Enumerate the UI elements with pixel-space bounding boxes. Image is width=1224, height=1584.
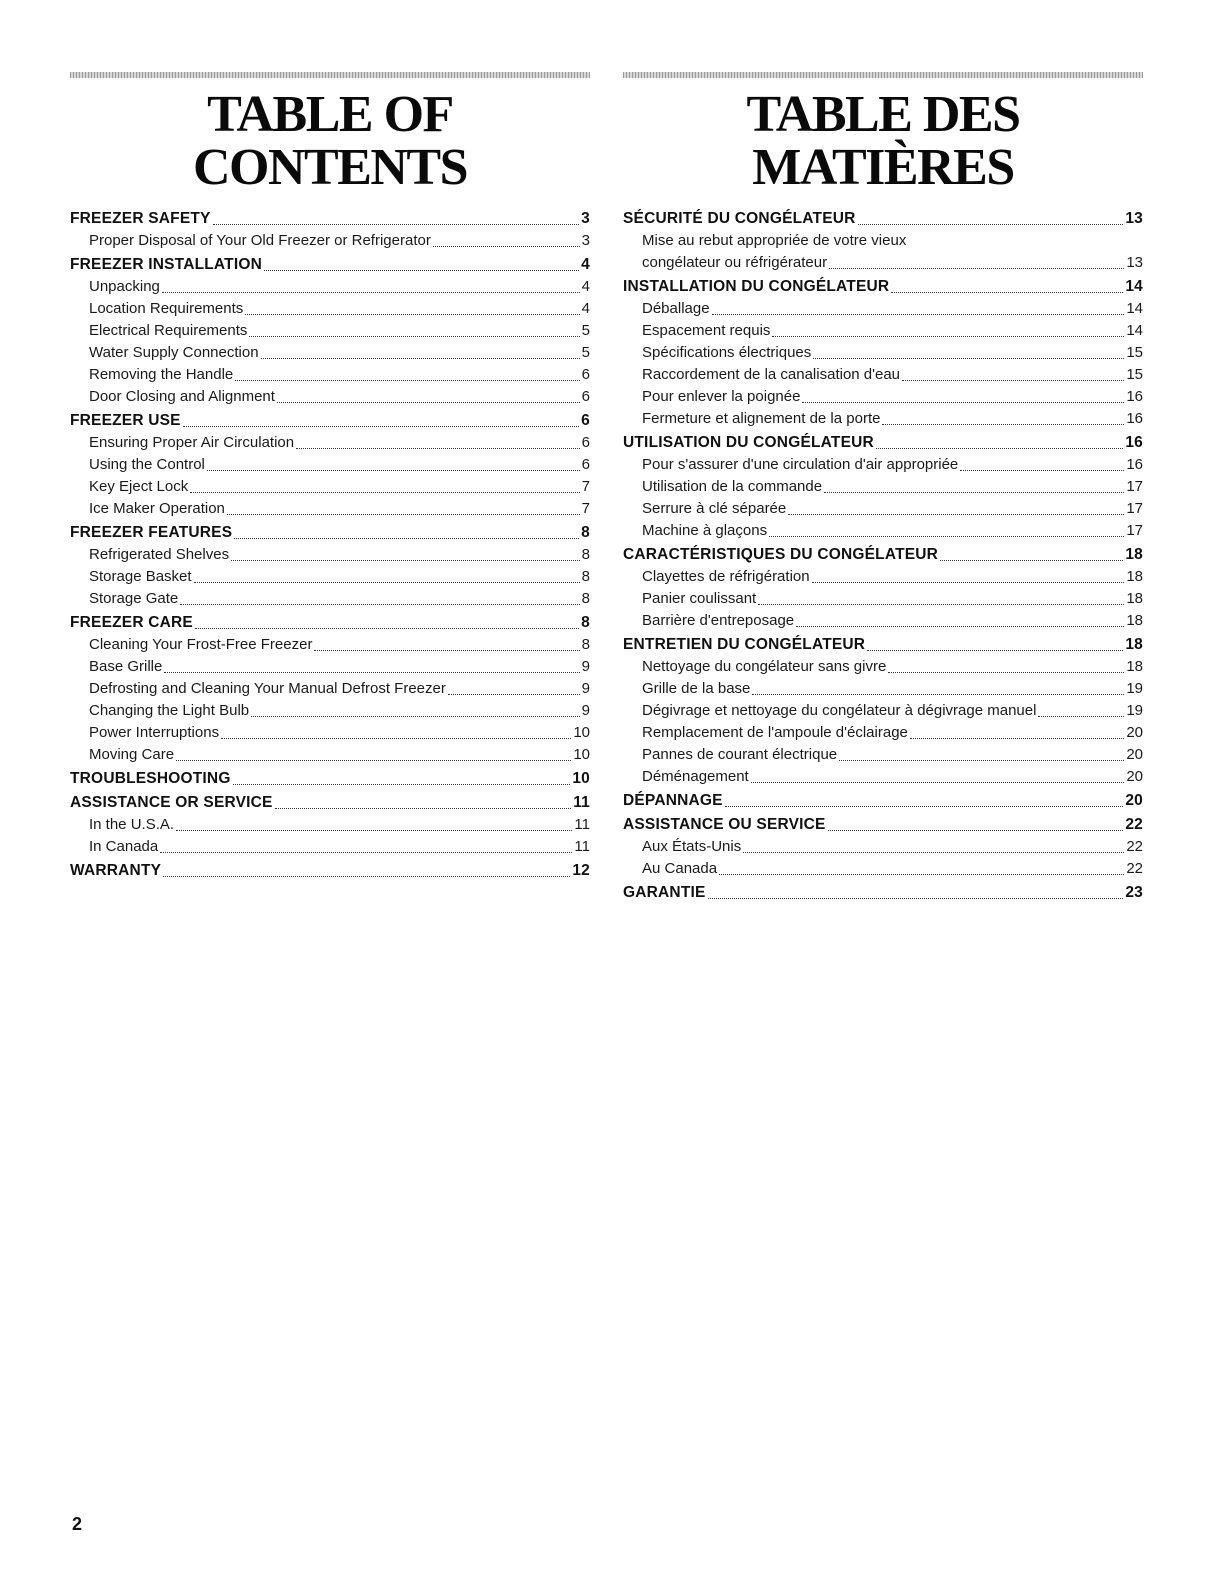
toc-entry-label: Machine à glaçons (642, 522, 768, 540)
toc-entry-label: congélateur ou réfrigérateur (642, 254, 828, 272)
toc-entry-label: Using the Control (89, 456, 205, 474)
dot-leader (277, 402, 580, 403)
dot-leader (194, 582, 580, 583)
toc-subsection-entry (70, 566, 590, 588)
toc-page-number: 20 (1126, 724, 1143, 742)
toc-page-number: 10 (573, 724, 590, 742)
dot-leader (1038, 716, 1124, 717)
dot-leader (828, 830, 1124, 831)
dot-leader (902, 380, 1124, 381)
toc-page-number: 4 (581, 278, 590, 296)
dot-leader (882, 424, 1124, 425)
toc-entry-label: In Canada (89, 838, 159, 856)
toc-entry-label: UTILISATION DU CONGÉLATEUR (623, 434, 874, 452)
toc-subsection-entry (70, 476, 590, 498)
dot-leader (802, 402, 1124, 403)
dot-leader (213, 224, 580, 225)
toc-entry-label: TROUBLESHOOTING (70, 770, 231, 788)
toc-page-number: 8 (581, 590, 590, 608)
page-title-english: TABLE OF CONTENTS (192, 86, 468, 197)
toc-entry-label: ENTRETIEN DU CONGÉLATEUR (623, 636, 866, 654)
toc-entry-label: Removing the Handle (89, 366, 234, 384)
toc-section-entry (623, 544, 1143, 566)
toc-subsection-entry (70, 836, 590, 858)
toc-subsection-entry (623, 252, 1143, 274)
dot-leader (824, 492, 1124, 493)
toc-page-number: 6 (581, 388, 590, 406)
toc-entry-label: Defrosting and Cleaning Your Manual Defrost Freezer (89, 680, 446, 698)
toc-subsection-entry (623, 744, 1143, 766)
dot-leader (752, 694, 1124, 695)
toc-entry-label: WARRANTY (70, 862, 162, 880)
dot-leader (275, 808, 572, 809)
toc-page-number: 13 (1125, 210, 1143, 228)
dot-leader (858, 224, 1124, 225)
toc-entry-label: Clayettes de réfrigération (642, 568, 810, 586)
toc-page-number: 6 (581, 366, 590, 384)
toc-page-number: 11 (574, 838, 590, 856)
toc-entry-label: Déballage (642, 300, 710, 318)
toc-section-entry (623, 814, 1143, 836)
toc-page-number: 8 (581, 524, 590, 542)
toc-page-number: 20 (1126, 746, 1143, 764)
dot-leader (221, 738, 571, 739)
toc-page-number: 4 (581, 300, 590, 318)
dot-leader (719, 874, 1124, 875)
toc-subsection-entry (70, 656, 590, 678)
toc-subsection-entry (623, 566, 1143, 588)
toc-section-entry (70, 768, 590, 790)
toc-entry-label: Ice Maker Operation (89, 500, 225, 518)
toc-page-number: 8 (581, 614, 590, 632)
toc-section-entry (70, 522, 590, 544)
dot-leader (264, 270, 579, 271)
toc-entry-label: Ensuring Proper Air Circulation (89, 434, 295, 452)
toc-section-entry (70, 410, 590, 432)
toc-page-number: 17 (1126, 500, 1143, 518)
toc-subsection-entry (70, 498, 590, 520)
toc-page-number: 18 (1125, 546, 1143, 564)
toc-page-number: 5 (581, 322, 590, 340)
toc-entry-label: Door Closing and Alignment (89, 388, 275, 406)
dot-leader (227, 514, 580, 515)
toc-page-number: 14 (1126, 300, 1143, 318)
dot-leader (183, 426, 579, 427)
toc-subsection-entry (623, 858, 1143, 880)
dot-leader (743, 852, 1124, 853)
toc-subsection-entry (70, 230, 590, 252)
toc-page-number: 9 (581, 658, 590, 676)
page-number: 2 (72, 1514, 83, 1534)
dot-leader (195, 628, 579, 629)
dot-leader (751, 782, 1125, 783)
toc-page-number: 11 (574, 816, 590, 834)
toc-section-entry (623, 432, 1143, 454)
toc-page-number: 22 (1126, 838, 1143, 856)
dot-leader (796, 626, 1124, 627)
toc-subsection-entry (623, 678, 1143, 700)
toc-entry-label: In the U.S.A. (89, 816, 175, 834)
toc-page-number: 19 (1126, 680, 1143, 698)
toc-page-number: 22 (1125, 816, 1143, 834)
toc-entry-label: Power Interruptions (89, 724, 220, 742)
toc-entry-label: Storage Basket (89, 568, 192, 586)
toc-page-number: 3 (581, 210, 590, 228)
toc-entry-label: FREEZER CARE (70, 614, 193, 632)
toc-subsection-entry (70, 386, 590, 408)
toc-subsection-entry (623, 836, 1143, 858)
toc-page-number: 7 (581, 478, 590, 496)
dot-leader (176, 760, 571, 761)
toc-page-number: 6 (581, 456, 590, 474)
toc-subsection-entry (70, 700, 590, 722)
toc-subsection-entry (623, 364, 1143, 386)
toc-entry-label: Changing the Light Bulb (89, 702, 250, 720)
toc-page-number: 20 (1126, 768, 1143, 786)
toc-page-number: 7 (581, 500, 590, 518)
toc-entry-label: Déménagement (642, 768, 749, 786)
dot-leader (788, 514, 1124, 515)
dot-leader (235, 380, 579, 381)
toc-entry-label: SÉCURITÉ DU CONGÉLATEUR (623, 210, 856, 228)
toc-entry-label: GARANTIE (623, 884, 706, 902)
dot-leader (176, 830, 572, 831)
toc-entry-label: Fermeture et alignement de la porte (642, 410, 881, 428)
toc-page-number: 18 (1126, 612, 1143, 630)
toc-page-number: 20 (1125, 792, 1143, 810)
toc-entry-label: Cleaning Your Frost-Free Freezer (89, 636, 313, 654)
toc-section-entry (623, 208, 1143, 230)
toc-entry-label: INSTALLATION DU CONGÉLATEUR (623, 278, 890, 296)
dot-leader (960, 470, 1124, 471)
dot-leader (812, 582, 1125, 583)
toc-subsection-entry (623, 766, 1143, 788)
toc-entry-label: ASSISTANCE OU SERVICE (623, 816, 826, 834)
dot-leader (261, 358, 580, 359)
dot-leader (891, 292, 1123, 293)
toc-section-entry (70, 208, 590, 230)
dot-leader (433, 246, 580, 247)
toc-page-number: 16 (1126, 410, 1143, 428)
toc-subsection-entry (70, 544, 590, 566)
toc-page-number: 16 (1125, 434, 1143, 452)
toc-page-number: 4 (581, 256, 590, 274)
toc-entry-label: Pannes de courant électrique (642, 746, 838, 764)
toc-page-number: 3 (581, 232, 590, 250)
toc-page-number: 17 (1126, 478, 1143, 496)
toc-entry-label: Refrigerated Shelves (89, 546, 230, 564)
toc-entry-label: Raccordement de la canalisation d'eau (642, 366, 901, 384)
dot-leader (769, 536, 1124, 537)
toc-section-entry (70, 860, 590, 882)
toc-page-number: 10 (572, 770, 590, 788)
toc-subsection-entry (70, 342, 590, 364)
toc-entry-label: Key Eject Lock (89, 478, 189, 496)
toc-section-entry (623, 634, 1143, 656)
toc-subsection-entry (70, 678, 590, 700)
toc-subsection-entry (70, 722, 590, 744)
dot-leader (296, 448, 580, 449)
dot-leader (829, 268, 1124, 269)
dot-leader (164, 672, 579, 673)
dot-leader (190, 492, 579, 493)
toc-list-french (623, 208, 1143, 904)
toc-entry-label: Pour enlever la poignée (642, 388, 801, 406)
toc-page-number: 6 (581, 434, 590, 452)
toc-subsection-entry (70, 276, 590, 298)
toc-page-number: 14 (1125, 278, 1143, 296)
toc-page-number: 10 (573, 746, 590, 764)
toc-subsection-entry (70, 814, 590, 836)
dot-leader (233, 784, 571, 785)
toc-page-number: 16 (1126, 388, 1143, 406)
toc-page-number: 16 (1126, 456, 1143, 474)
toc-subsection-entry (623, 656, 1143, 678)
toc-page-number: 8 (581, 636, 590, 654)
dot-leader (940, 560, 1123, 561)
dot-leader (876, 448, 1123, 449)
toc-subsection-entry (70, 298, 590, 320)
toc-subsection-entry (623, 298, 1143, 320)
toc-page-number: 18 (1126, 590, 1143, 608)
toc-section-entry (70, 612, 590, 634)
toc-page-number: 13 (1126, 254, 1143, 272)
toc-entry-label: Spécifications électriques (642, 344, 812, 362)
toc-subsection-entry (70, 454, 590, 476)
dot-leader (839, 760, 1124, 761)
toc-entry-label: Location Requirements (89, 300, 244, 318)
toc-entry-label: Grille de la base (642, 680, 751, 698)
toc-page-number: 15 (1126, 344, 1143, 362)
header-rule (623, 72, 1143, 78)
toc-entry-label: FREEZER INSTALLATION (70, 256, 262, 274)
toc-subsection-entry (623, 722, 1143, 744)
toc-page-number: 12 (572, 862, 590, 880)
toc-subsection-entry (623, 342, 1143, 364)
toc-subsection-entry (623, 320, 1143, 342)
page-title-french: TABLE DES MATIÈRES (746, 86, 1020, 197)
toc-entry-label: Base Grille (89, 658, 163, 676)
dot-leader (758, 604, 1124, 605)
toc-subsection-entry (70, 320, 590, 342)
toc-entry-label: CARACTÉRISTIQUES DU CONGÉLATEUR (623, 546, 939, 564)
toc-entry-label: Pour s'assurer d'une circulation d'air appropriée (642, 456, 959, 474)
dot-leader (163, 876, 570, 877)
toc-entry-label: Espacement requis (642, 322, 771, 340)
dot-leader (180, 604, 579, 605)
toc-section-entry (623, 882, 1143, 904)
toc-section-entry (623, 276, 1143, 298)
toc-page-number: 18 (1126, 658, 1143, 676)
toc-subsection-entry (623, 588, 1143, 610)
dot-leader (314, 650, 579, 651)
toc-page-number: 8 (581, 568, 590, 586)
toc-list-english (70, 208, 590, 882)
dot-leader (910, 738, 1124, 739)
toc-page-number: 15 (1126, 366, 1143, 384)
toc-entry-label: Nettoyage du congélateur sans givre (642, 658, 887, 676)
toc-subsection-entry (70, 432, 590, 454)
toc-entry-label: FREEZER FEATURES (70, 524, 233, 542)
toc-entry-label: Proper Disposal of Your Old Freezer or Refrigerator (89, 232, 431, 250)
dot-leader (888, 672, 1124, 673)
toc-entry-label: Remplacement de l'ampoule d'éclairage (642, 724, 908, 742)
toc-entry-label: Mise au rebut appropriée de votre vieux (642, 232, 907, 250)
toc-entry-label: ASSISTANCE OR SERVICE (70, 794, 273, 812)
dot-leader (448, 694, 580, 695)
toc-english (70, 72, 590, 882)
toc-subsection-entry (623, 230, 1143, 252)
toc-page-number: 19 (1126, 702, 1143, 720)
toc-entry-label: Barrière d'entreposage (642, 612, 795, 630)
toc-entry-label: FREEZER SAFETY (70, 210, 211, 228)
toc-page-number: 5 (581, 344, 590, 362)
toc-entry-label: Water Supply Connection (89, 344, 259, 362)
toc-section-entry (70, 792, 590, 814)
dot-leader (245, 314, 579, 315)
toc-subsection-entry (623, 700, 1143, 722)
toc-section-entry (623, 790, 1143, 812)
toc-page-number: 11 (573, 794, 590, 812)
toc-subsection-entry (623, 520, 1143, 542)
toc-subsection-entry (623, 498, 1143, 520)
toc-page-number: 14 (1126, 322, 1143, 340)
toc-subsection-entry (70, 588, 590, 610)
toc-page-number: 9 (581, 702, 590, 720)
dot-leader (725, 806, 1124, 807)
toc-entry-label: Unpacking (89, 278, 160, 296)
toc-entry-label: Panier coulissant (642, 590, 757, 608)
toc-page-number: 22 (1126, 860, 1143, 878)
toc-page-number: 17 (1126, 522, 1143, 540)
toc-subsection-entry (70, 364, 590, 386)
toc-subsection-entry (623, 610, 1143, 632)
toc-subsection-entry (623, 386, 1143, 408)
dot-leader (207, 470, 580, 471)
toc-entry-label: DÉPANNAGE (623, 792, 723, 810)
toc-subsection-entry (623, 408, 1143, 430)
header-rule (70, 72, 590, 78)
dot-leader (712, 314, 1125, 315)
toc-page-number: 18 (1125, 636, 1143, 654)
toc-page-number: 18 (1126, 568, 1143, 586)
dot-leader (234, 538, 579, 539)
toc-french (623, 72, 1143, 904)
dot-leader (249, 336, 579, 337)
dot-leader (231, 560, 580, 561)
toc-subsection-entry (623, 454, 1143, 476)
toc-entry-label: Serrure à clé séparée (642, 500, 787, 518)
toc-entry-label: Moving Care (89, 746, 175, 764)
dot-leader (772, 336, 1124, 337)
dot-leader (162, 292, 580, 293)
toc-entry-label: Dégivrage et nettoyage du congélateur à dégivrage manuel (642, 702, 1037, 720)
toc-page-number: 9 (581, 680, 590, 698)
toc-entry-label: Storage Gate (89, 590, 179, 608)
toc-entry-label: Utilisation de la commande (642, 478, 823, 496)
toc-subsection-entry (70, 744, 590, 766)
dot-leader (867, 650, 1123, 651)
toc-page-number: 8 (581, 546, 590, 564)
toc-entry-label: Au Canada (642, 860, 718, 878)
dot-leader (251, 716, 580, 717)
toc-entry-label: Electrical Requirements (89, 322, 248, 340)
dot-leader (708, 898, 1124, 899)
dot-leader (160, 852, 572, 853)
toc-page-number: 6 (581, 412, 590, 430)
toc-subsection-entry (623, 476, 1143, 498)
toc-entry-label: Aux États-Unis (642, 838, 742, 856)
toc-page-number: 23 (1125, 884, 1143, 902)
toc-subsection-entry (70, 634, 590, 656)
dot-leader (813, 358, 1124, 359)
toc-section-entry (70, 254, 590, 276)
toc-entry-label: FREEZER USE (70, 412, 181, 430)
